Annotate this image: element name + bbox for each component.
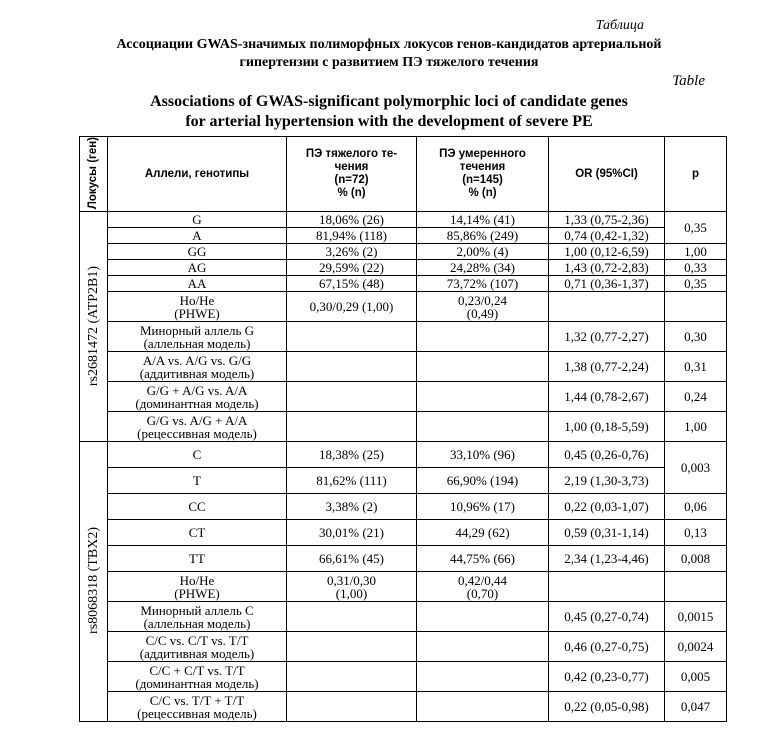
table-row xyxy=(80,276,727,292)
table-header-row xyxy=(80,137,727,212)
cell-allele: C xyxy=(108,442,287,468)
cell-severe: 67,15% (48) xyxy=(287,276,417,292)
cell-severe xyxy=(287,412,417,442)
table-row xyxy=(80,632,727,662)
locus-cell-2 xyxy=(80,442,108,722)
cell-moderate: 44,75% (66) xyxy=(417,546,549,572)
cell-severe: 0,30/0,29 (1,00) xyxy=(287,292,417,322)
cell-moderate: 10,96% (17) xyxy=(417,494,549,520)
header-alleles: Аллели, генотипы xyxy=(108,137,287,212)
cell-moderate: 85,86% (249) xyxy=(417,228,549,244)
cell-or: 1,44 (0,78-2,67) xyxy=(549,382,665,412)
cell-moderate xyxy=(417,412,549,442)
cell-or xyxy=(549,292,665,322)
cell-moderate xyxy=(417,322,549,352)
cell-or: 0,45 (0,27-0,74) xyxy=(549,602,665,632)
cell-p: 0,33 xyxy=(665,260,727,276)
table-row xyxy=(80,494,727,520)
cell-allele: A xyxy=(108,228,287,244)
header-severe: ПЭ тяжелого те- чения (n=72) % (n) xyxy=(287,137,417,212)
cell-severe xyxy=(287,662,417,692)
cell-p: 0,003 xyxy=(665,442,727,494)
cell-moderate xyxy=(417,662,549,692)
cell-allele: G xyxy=(108,212,287,228)
cell-moderate: 14,14% (41) xyxy=(417,212,549,228)
cell-p: 0,047 xyxy=(665,692,727,722)
cell-moderate: 24,28% (34) xyxy=(417,260,549,276)
table-row xyxy=(80,260,727,276)
cell-p: 0,13 xyxy=(665,520,727,546)
cell-moderate xyxy=(417,602,549,632)
table-row xyxy=(80,292,727,322)
cell-or xyxy=(549,572,665,602)
cell-severe: 81,62% (111) xyxy=(287,468,417,494)
table-label-ru: Таблица xyxy=(595,18,644,33)
cell-p xyxy=(665,572,727,602)
cell-moderate xyxy=(417,692,549,722)
header-locus-text: Локусы (ген) xyxy=(87,137,99,210)
table-title-en-line2: for arterial hypertension with the development of severe PE xyxy=(185,113,593,130)
cell-or: 0,46 (0,27-0,75) xyxy=(549,632,665,662)
cell-severe xyxy=(287,602,417,632)
locus-name-1: rs2681472 (ATP2B1) xyxy=(86,265,101,386)
cell-allele: G/G + A/G vs. A/A (доминантная модель) xyxy=(108,382,287,412)
cell-p: 0,35 xyxy=(665,212,727,244)
cell-p: 0,0015 xyxy=(665,602,727,632)
cell-or: 1,33 (0,75-2,36) xyxy=(549,212,665,228)
cell-allele: Ho/He (PHWE) xyxy=(108,292,287,322)
cell-severe: 18,06% (26) xyxy=(287,212,417,228)
cell-allele: C/C vs. T/T + T/T (рецессивная модель) xyxy=(108,692,287,722)
cell-severe: 81,94% (118) xyxy=(287,228,417,244)
table-row xyxy=(80,572,727,602)
cell-severe xyxy=(287,352,417,382)
cell-moderate: 0,42/0,44 (0,70) xyxy=(417,572,549,602)
cell-p: 0,008 xyxy=(665,546,727,572)
results-table xyxy=(79,136,727,722)
cell-severe: 30,01% (21) xyxy=(287,520,417,546)
cell-or: 0,59 (0,31-1,14) xyxy=(549,520,665,546)
cell-or: 2,19 (1,30-3,73) xyxy=(549,468,665,494)
table-row xyxy=(80,520,727,546)
cell-p: 1,00 xyxy=(665,244,727,260)
table-row xyxy=(80,546,727,572)
cell-severe: 29,59% (22) xyxy=(287,260,417,276)
cell-or: 0,22 (0,03-1,07) xyxy=(549,494,665,520)
cell-or: 0,42 (0,23-0,77) xyxy=(549,662,665,692)
cell-severe: 0,31/0,30 (1,00) xyxy=(287,572,417,602)
cell-p: 0,24 xyxy=(665,382,727,412)
table-title-ru-line1: Ассоциации GWAS-значимых полиморфных локусов генов-кандидатов артериальной xyxy=(116,37,662,52)
cell-allele: GG xyxy=(108,244,287,260)
cell-or: 0,74 (0,42-1,32) xyxy=(549,228,665,244)
table-row xyxy=(80,442,727,468)
cell-p: 1,00 xyxy=(665,412,727,442)
cell-moderate: 33,10% (96) xyxy=(417,442,549,468)
table-row xyxy=(80,228,727,244)
cell-moderate xyxy=(417,352,549,382)
cell-allele: AG xyxy=(108,260,287,276)
cell-allele: CT xyxy=(108,520,287,546)
cell-severe: 3,38% (2) xyxy=(287,494,417,520)
table-row xyxy=(80,602,727,632)
cell-severe xyxy=(287,382,417,412)
cell-allele: AA xyxy=(108,276,287,292)
table-title-ru-line2: гипертензии с развитием ПЭ тяжелого течения xyxy=(239,55,539,70)
cell-moderate: 44,29 (62) xyxy=(417,520,549,546)
cell-p xyxy=(665,292,727,322)
table-title-en-line1: Associations of GWAS-significant polymorphic loci of candidate genes xyxy=(150,93,628,110)
cell-or: 1,43 (0,72-2,83) xyxy=(549,260,665,276)
table-row xyxy=(80,322,727,352)
table-row xyxy=(80,662,727,692)
cell-p: 0,31 xyxy=(665,352,727,382)
header-or: OR (95%CI) xyxy=(549,137,665,212)
table-row xyxy=(80,468,727,494)
cell-p: 0,35 xyxy=(665,276,727,292)
cell-or: 0,71 (0,36-1,37) xyxy=(549,276,665,292)
cell-allele: A/A vs. A/G vs. G/G (аддитивная модель) xyxy=(108,352,287,382)
cell-or: 0,45 (0,26-0,76) xyxy=(549,442,665,468)
header-p: p xyxy=(665,137,727,212)
cell-allele: G/G vs. A/G + A/A (рецессивная модель) xyxy=(108,412,287,442)
cell-allele: TT xyxy=(108,546,287,572)
cell-moderate xyxy=(417,632,549,662)
cell-p: 0,005 xyxy=(665,662,727,692)
locus-cell-1 xyxy=(80,212,108,442)
cell-severe: 66,61% (45) xyxy=(287,546,417,572)
locus-name-2: rs8068318 (TBX2) xyxy=(86,527,101,635)
table-label-en: Table xyxy=(672,73,705,89)
cell-moderate: 0,23/0,24 (0,49) xyxy=(417,292,549,322)
cell-p: 0,0024 xyxy=(665,632,727,662)
cell-moderate: 66,90% (194) xyxy=(417,468,549,494)
cell-allele: Ho/He (PHWE) xyxy=(108,572,287,602)
header-moderate: ПЭ умеренного течения (n=145) % (n) xyxy=(417,137,549,212)
cell-severe xyxy=(287,692,417,722)
cell-p: 0,30 xyxy=(665,322,727,352)
cell-allele: C/C + C/T vs. T/T (доминантная модель) xyxy=(108,662,287,692)
cell-allele: C/C vs. C/T vs. T/T (аддитивная модель) xyxy=(108,632,287,662)
cell-allele: Минорный аллель G (аллельная модель) xyxy=(108,322,287,352)
cell-severe xyxy=(287,632,417,662)
table-row xyxy=(80,212,727,228)
cell-moderate xyxy=(417,382,549,412)
table-row xyxy=(80,352,727,382)
table-row xyxy=(80,244,727,260)
cell-or: 1,00 (0,18-5,59) xyxy=(549,412,665,442)
cell-or: 0,22 (0,05-0,98) xyxy=(549,692,665,722)
cell-or: 2,34 (1,23-4,46) xyxy=(549,546,665,572)
table-row xyxy=(80,382,727,412)
cell-allele: Минорный аллель C (аллельная модель) xyxy=(108,602,287,632)
cell-severe: 3,26% (2) xyxy=(287,244,417,260)
table-title-en xyxy=(0,92,778,132)
cell-or: 1,38 (0,77-2,24) xyxy=(549,352,665,382)
table-row xyxy=(80,412,727,442)
cell-moderate: 2,00% (4) xyxy=(417,244,549,260)
cell-or: 1,00 (0,12-6,59) xyxy=(549,244,665,260)
cell-p: 0,06 xyxy=(665,494,727,520)
table-row xyxy=(80,692,727,722)
cell-moderate: 73,72% (107) xyxy=(417,276,549,292)
header-locus xyxy=(80,137,108,212)
cell-severe: 18,38% (25) xyxy=(287,442,417,468)
cell-allele: CC xyxy=(108,494,287,520)
cell-allele: T xyxy=(108,468,287,494)
table-title-ru xyxy=(0,36,778,72)
cell-severe xyxy=(287,322,417,352)
cell-or: 1,32 (0,77-2,27) xyxy=(549,322,665,352)
